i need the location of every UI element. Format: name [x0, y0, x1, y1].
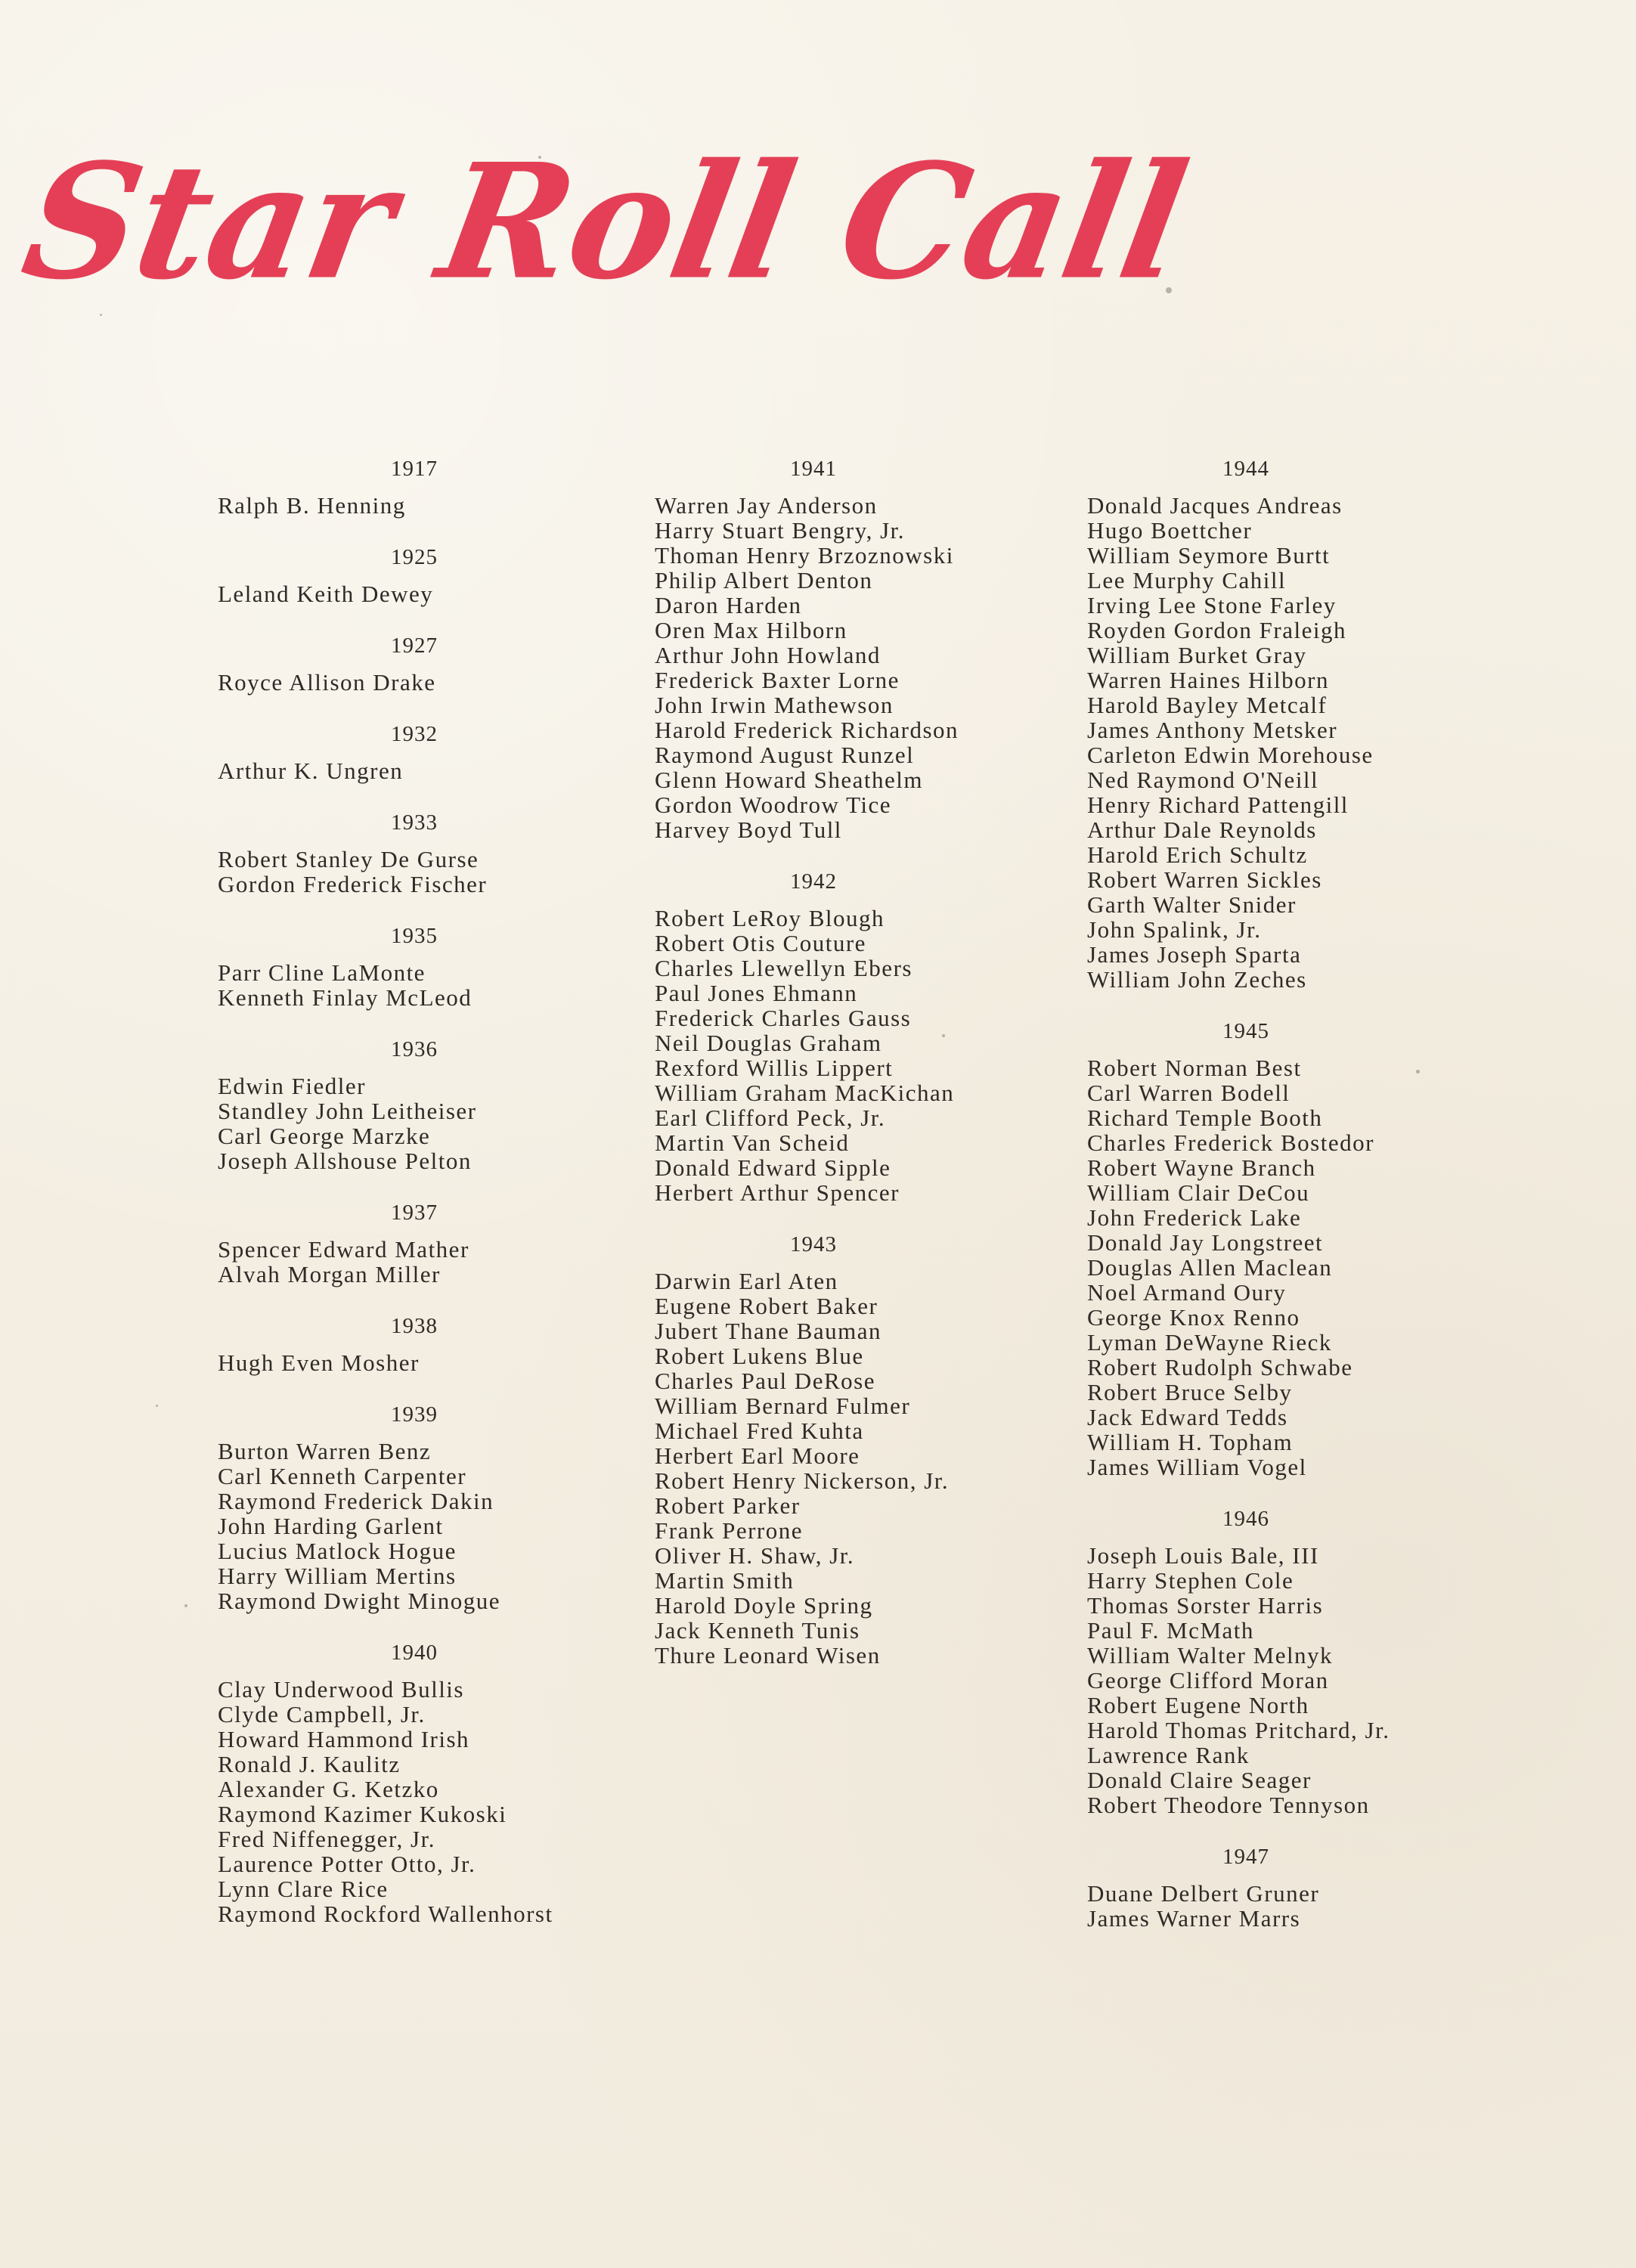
paper-speck — [538, 156, 541, 159]
roll-name: Martin Van Scheid — [655, 1129, 850, 1156]
roll-name: Donald Claire Seager — [1087, 1767, 1312, 1793]
roll-name: Carl Warren Bodell — [1087, 1080, 1291, 1106]
roll-name: Lucius Matlock Hogue — [218, 1538, 457, 1564]
roll-name: William Burket Gray — [1087, 642, 1307, 668]
roll-column-2 — [655, 456, 1048, 1668]
page-title: Star Roll Call — [11, 129, 1199, 315]
roll-name: Royce Allison Drake — [218, 669, 436, 696]
roll-name: Charles Paul DeRose — [655, 1368, 875, 1394]
roll-name: Raymond August Runzel — [655, 742, 915, 768]
roll-name: Glenn Howard Sheathelm — [655, 767, 923, 793]
roll-name: William Clair DeCou — [1087, 1179, 1310, 1206]
roll-name: Harold Doyle Spring — [655, 1592, 873, 1619]
roll-name: Robert Lukens Blue — [655, 1343, 864, 1369]
roll-name: Jack Kenneth Tunis — [655, 1617, 860, 1644]
roll-name: John Frederick Lake — [1087, 1204, 1302, 1231]
roll-name: Donald Edward Sipple — [655, 1154, 891, 1181]
year-heading: 1933 — [391, 810, 438, 835]
roll-name: Thure Leonard Wisen — [655, 1642, 881, 1668]
roll-name: William John Zeches — [1087, 966, 1307, 993]
year-heading: 1940 — [391, 1641, 438, 1665]
roll-name: Robert Otis Couture — [655, 930, 866, 956]
roll-name: Harold Erich Schultz — [1087, 841, 1308, 868]
year-group — [218, 1313, 611, 1375]
year-group — [218, 1402, 611, 1613]
year-group — [1087, 1506, 1480, 1817]
roll-name: Douglas Allen Maclean — [1087, 1254, 1333, 1281]
roll-name: George Clifford Moran — [1087, 1667, 1329, 1693]
roll-name: Alvah Morgan Miller — [218, 1261, 441, 1287]
roll-name: James Joseph Sparta — [1087, 941, 1302, 968]
roll-name: Kenneth Finlay McLeod — [218, 984, 473, 1011]
roll-name: Robert Warren Sickles — [1087, 866, 1322, 893]
roll-name: John Harding Garlent — [218, 1513, 444, 1539]
roll-name: Robert Norman Best — [1087, 1055, 1302, 1081]
roll-name: James Warner Marrs — [1087, 1905, 1301, 1932]
roll-name: Clyde Campbell, Jr. — [218, 1701, 426, 1727]
roll-name: Robert Eugene North — [1087, 1692, 1309, 1718]
roll-name: Frederick Baxter Lorne — [655, 667, 900, 693]
roll-name: Carl Kenneth Carpenter — [218, 1463, 467, 1489]
roll-name: Robert Bruce Selby — [1087, 1379, 1293, 1405]
roll-name: Paul F. McMath — [1087, 1617, 1254, 1644]
roll-name: Rexford Willis Lippert — [655, 1055, 894, 1081]
roll-name: Harold Thomas Pritchard, Jr. — [1087, 1717, 1390, 1743]
year-heading: 1927 — [391, 634, 438, 658]
roll-name: Hugh Even Mosher — [218, 1349, 420, 1376]
roll-name: Standley John Leitheiser — [218, 1098, 477, 1124]
year-heading: 1936 — [391, 1037, 438, 1061]
year-heading: 1945 — [1222, 1019, 1269, 1043]
year-group — [655, 1232, 1048, 1668]
roll-name: Clay Underwood Bullis — [218, 1676, 464, 1703]
roll-name: Robert Theodore Tennyson — [1087, 1792, 1370, 1818]
roll-name: Richard Temple Booth — [1087, 1105, 1323, 1131]
roll-name: Jack Edward Tedds — [1087, 1404, 1288, 1430]
year-heading: 1937 — [391, 1201, 438, 1225]
year-group — [218, 633, 611, 695]
roll-name: William Graham MacKichan — [655, 1080, 955, 1106]
roll-name: Ronald J. Kaulitz — [218, 1751, 401, 1777]
year-heading: 1943 — [790, 1232, 837, 1256]
year-heading: 1941 — [790, 457, 837, 481]
roll-name: James Anthony Metsker — [1087, 717, 1338, 743]
roll-name: Garth Walter Snider — [1087, 891, 1297, 918]
roll-name: Joseph Allshouse Pelton — [218, 1148, 472, 1174]
roll-name: Thomas Sorster Harris — [1087, 1592, 1324, 1619]
roll-name: Robert Stanley De Gurse — [218, 846, 479, 872]
year-group — [218, 1200, 611, 1287]
roll-name: Carl George Marzke — [218, 1123, 431, 1149]
year-heading: 1925 — [391, 545, 438, 569]
roll-name: William Seymore Burtt — [1087, 542, 1331, 569]
roll-name: Royden Gordon Fraleigh — [1087, 617, 1346, 643]
roll-name: Gordon Woodrow Tice — [655, 792, 892, 818]
roll-name: Robert Rudolph Schwabe — [1087, 1354, 1353, 1380]
roll-name: John Spalink, Jr. — [1087, 916, 1262, 943]
roll-name: Martin Smith — [655, 1567, 795, 1594]
roll-name: Lynn Clare Rice — [218, 1876, 389, 1902]
roll-column-3 — [1087, 456, 1480, 1931]
roll-name: Oliver H. Shaw, Jr. — [655, 1542, 855, 1569]
roll-name: Fred Niffenegger, Jr. — [218, 1826, 435, 1852]
roll-name: Leland Keith Dewey — [218, 581, 434, 607]
roll-name: Raymond Frederick Dakin — [218, 1488, 494, 1514]
roll-name: Jubert Thane Bauman — [655, 1318, 882, 1344]
year-heading: 1938 — [391, 1314, 438, 1338]
year-group — [218, 1036, 611, 1173]
year-heading: 1932 — [391, 722, 438, 746]
roll-name: Parr Cline LaMonte — [218, 959, 426, 986]
roll-name: Gordon Frederick Fischer — [218, 871, 488, 897]
roll-name: Harold Bayley Metcalf — [1087, 692, 1328, 718]
roll-name: Noel Armand Oury — [1087, 1279, 1287, 1306]
roll-name: Lyman DeWayne Rieck — [1087, 1329, 1332, 1356]
roll-name: Arthur K. Ungren — [218, 758, 404, 784]
roll-name: Raymond Dwight Minogue — [218, 1588, 500, 1614]
roll-name: Arthur John Howland — [655, 642, 881, 668]
roll-name: William H. Topham — [1087, 1429, 1294, 1455]
roll-name: Daron Harden — [655, 592, 802, 618]
year-group — [218, 1640, 611, 1926]
roll-name: Frederick Charles Gauss — [655, 1005, 912, 1031]
roll-name: Oren Max Hilborn — [655, 617, 847, 643]
roll-name: Edwin Fiedler — [218, 1073, 366, 1099]
paper-speck — [942, 1034, 945, 1037]
roll-name: Harry Stephen Cole — [1087, 1567, 1294, 1594]
roll-name: Paul Jones Ehmann — [655, 980, 858, 1006]
paper-speck — [184, 1604, 187, 1607]
paper-speck — [1166, 287, 1172, 293]
paper-speck — [1416, 1070, 1420, 1074]
roll-name: Joseph Louis Bale, III — [1087, 1542, 1319, 1569]
roll-name: Duane Delbert Gruner — [1087, 1880, 1320, 1907]
roll-name: Michael Fred Kuhta — [655, 1418, 864, 1444]
roll-name: William Walter Melnyk — [1087, 1642, 1334, 1668]
roll-name: Harry Stuart Bengry, Jr. — [655, 517, 906, 544]
year-group — [218, 721, 611, 783]
roll-name: Arthur Dale Reynolds — [1087, 816, 1317, 843]
year-group — [1087, 456, 1480, 992]
roll-name: Charles Llewellyn Ebers — [655, 955, 913, 981]
year-heading: 1942 — [790, 869, 837, 894]
year-group — [1087, 1018, 1480, 1479]
roll-name: Charles Frederick Bostedor — [1087, 1129, 1374, 1156]
roll-name: Robert LeRoy Blough — [655, 905, 885, 931]
roll-name: Harold Frederick Richardson — [655, 717, 959, 743]
roll-name: Thoman Henry Brzoznowski — [655, 542, 954, 569]
roll-name: Harry William Mertins — [218, 1563, 457, 1589]
year-group — [655, 456, 1048, 842]
roll-name: Warren Haines Hilborn — [1087, 667, 1329, 693]
roll-name: Carleton Edwin Morehouse — [1087, 742, 1374, 768]
year-heading: 1939 — [391, 1402, 438, 1427]
year-heading: 1944 — [1222, 457, 1269, 481]
roll-name: Philip Albert Denton — [655, 567, 873, 593]
roll-name: James William Vogel — [1087, 1454, 1307, 1480]
roll-name: Irving Lee Stone Farley — [1087, 592, 1337, 618]
roll-name: Raymond Kazimer Kukoski — [218, 1801, 507, 1827]
roll-name: Raymond Rockford Wallenhorst — [218, 1901, 553, 1927]
roll-name: Lee Murphy Cahill — [1087, 567, 1287, 593]
roll-name: Robert Wayne Branch — [1087, 1154, 1316, 1181]
roll-name: Ned Raymond O'Neill — [1087, 767, 1319, 793]
roll-name: Robert Henry Nickerson, Jr. — [655, 1467, 950, 1494]
year-group — [1087, 1844, 1480, 1931]
roll-name: Spencer Edward Mather — [218, 1236, 469, 1263]
year-group — [218, 544, 611, 606]
year-heading: 1946 — [1222, 1507, 1269, 1531]
roll-name: Herbert Earl Moore — [655, 1442, 860, 1469]
roll-name: Lawrence Rank — [1087, 1742, 1250, 1768]
year-group — [218, 923, 611, 1010]
roll-name: Herbert Arthur Spencer — [655, 1179, 900, 1206]
roll-name: Laurence Potter Otto, Jr. — [218, 1851, 476, 1877]
roll-name: Ralph B. Henning — [218, 492, 406, 519]
paper-speck — [156, 1405, 158, 1407]
roll-name: Harvey Boyd Tull — [655, 816, 842, 843]
roll-name: Eugene Robert Baker — [655, 1293, 878, 1319]
year-group — [655, 869, 1048, 1205]
roll-name: John Irwin Mathewson — [655, 692, 894, 718]
paper-speck — [100, 314, 102, 316]
year-group — [218, 456, 611, 518]
roll-name: Donald Jay Longstreet — [1087, 1229, 1324, 1256]
roll-column-1 — [218, 456, 611, 1926]
roll-name: Howard Hammond Irish — [218, 1726, 470, 1752]
year-heading: 1935 — [391, 924, 438, 948]
roll-name: Alexander G. Ketzko — [218, 1776, 439, 1802]
roll-name: Darwin Earl Aten — [655, 1268, 838, 1294]
year-heading: 1917 — [391, 457, 438, 481]
roll-name: George Knox Renno — [1087, 1304, 1300, 1331]
roll-name: Neil Douglas Graham — [655, 1030, 882, 1056]
roll-name: Henry Richard Pattengill — [1087, 792, 1349, 818]
roll-name: Hugo Boettcher — [1087, 517, 1253, 544]
year-heading: 1947 — [1222, 1845, 1269, 1869]
roll-name: William Bernard Fulmer — [655, 1393, 911, 1419]
roll-name: Warren Jay Anderson — [655, 492, 878, 519]
roll-name: Frank Perrone — [655, 1517, 803, 1544]
roll-name: Earl Clifford Peck, Jr. — [655, 1105, 886, 1131]
roll-name: Burton Warren Benz — [218, 1438, 432, 1464]
roll-name: Robert Parker — [655, 1492, 801, 1519]
roll-name: Donald Jacques Andreas — [1087, 492, 1343, 519]
year-group — [218, 810, 611, 897]
